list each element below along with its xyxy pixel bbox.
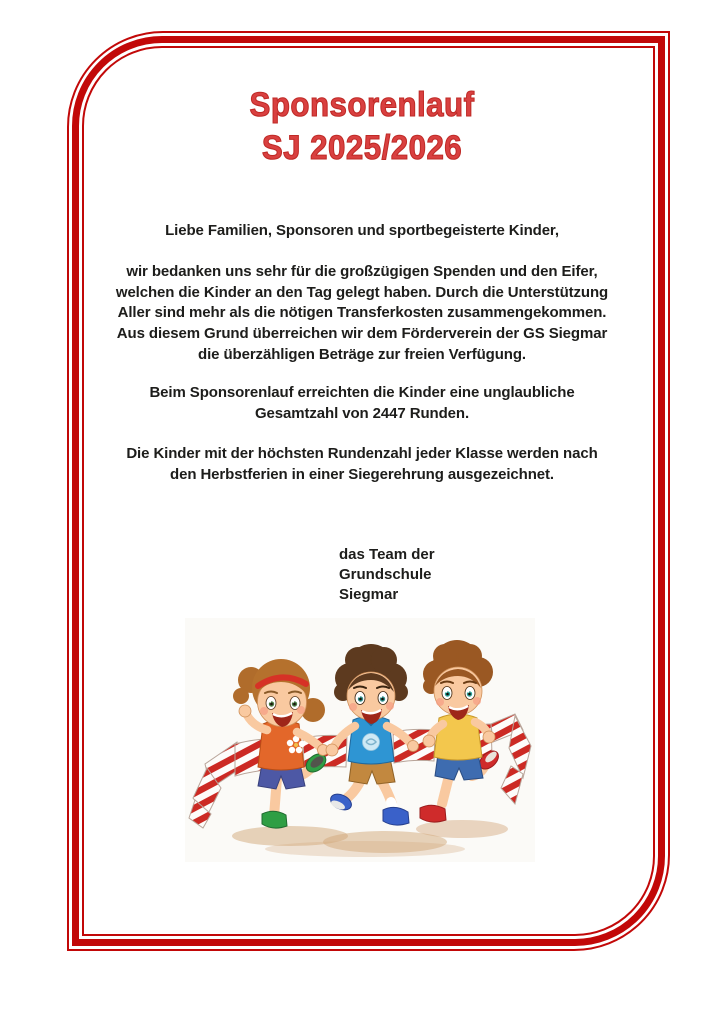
signature-block [339,545,435,605]
greeting-text: Liebe Familien, Sponsoren und sportbegeisterte Kinder, [165,222,559,239]
paragraph-line: Aus diesem Grund überreichen wir dem Förderverein der GS Siegmar [116,325,608,343]
greeting-line [80,221,644,242]
paragraph-line: welchen die Kinder an den Tag gelegt haben. Durch die Unterstützung [115,283,609,301]
title-line-2: SJ 2025/2026 [261,129,463,167]
signature-line: Grundschule [339,566,432,583]
paragraph-line: den Herbstferien in einer Siegerehrung ausgezeichnet. [170,465,554,483]
paragraph-line: Gesamtzahl von 2447 Runden. [254,404,470,422]
paragraph-total-rounds [80,383,644,424]
document-title [29,84,695,170]
paragraph-line: Die Kinder mit der höchsten Rundenzahl jeder Klasse werden nach [126,445,598,462]
paragraph-thanks [80,262,644,366]
paragraph-line: die überzähligen Beträge zur freien Verfügung. [198,345,526,363]
children-running-illustration [185,618,535,862]
signature-line: Siegmar [339,586,399,603]
paragraph-award-ceremony [80,444,644,485]
paragraph-line: Beim Sponsorenlauf erreichten die Kinder eine unglaubliche [149,384,575,401]
paragraph-line: wir bedanken uns sehr für die großzügigen Spenden und den Eifer, [126,263,598,280]
signature-line: das Team der [339,546,435,563]
title-line-1: Sponsorenlauf [249,86,475,124]
paragraph-line: Aller sind mehr als die nötigen Transferkosten zusammengekommen. [117,304,607,322]
